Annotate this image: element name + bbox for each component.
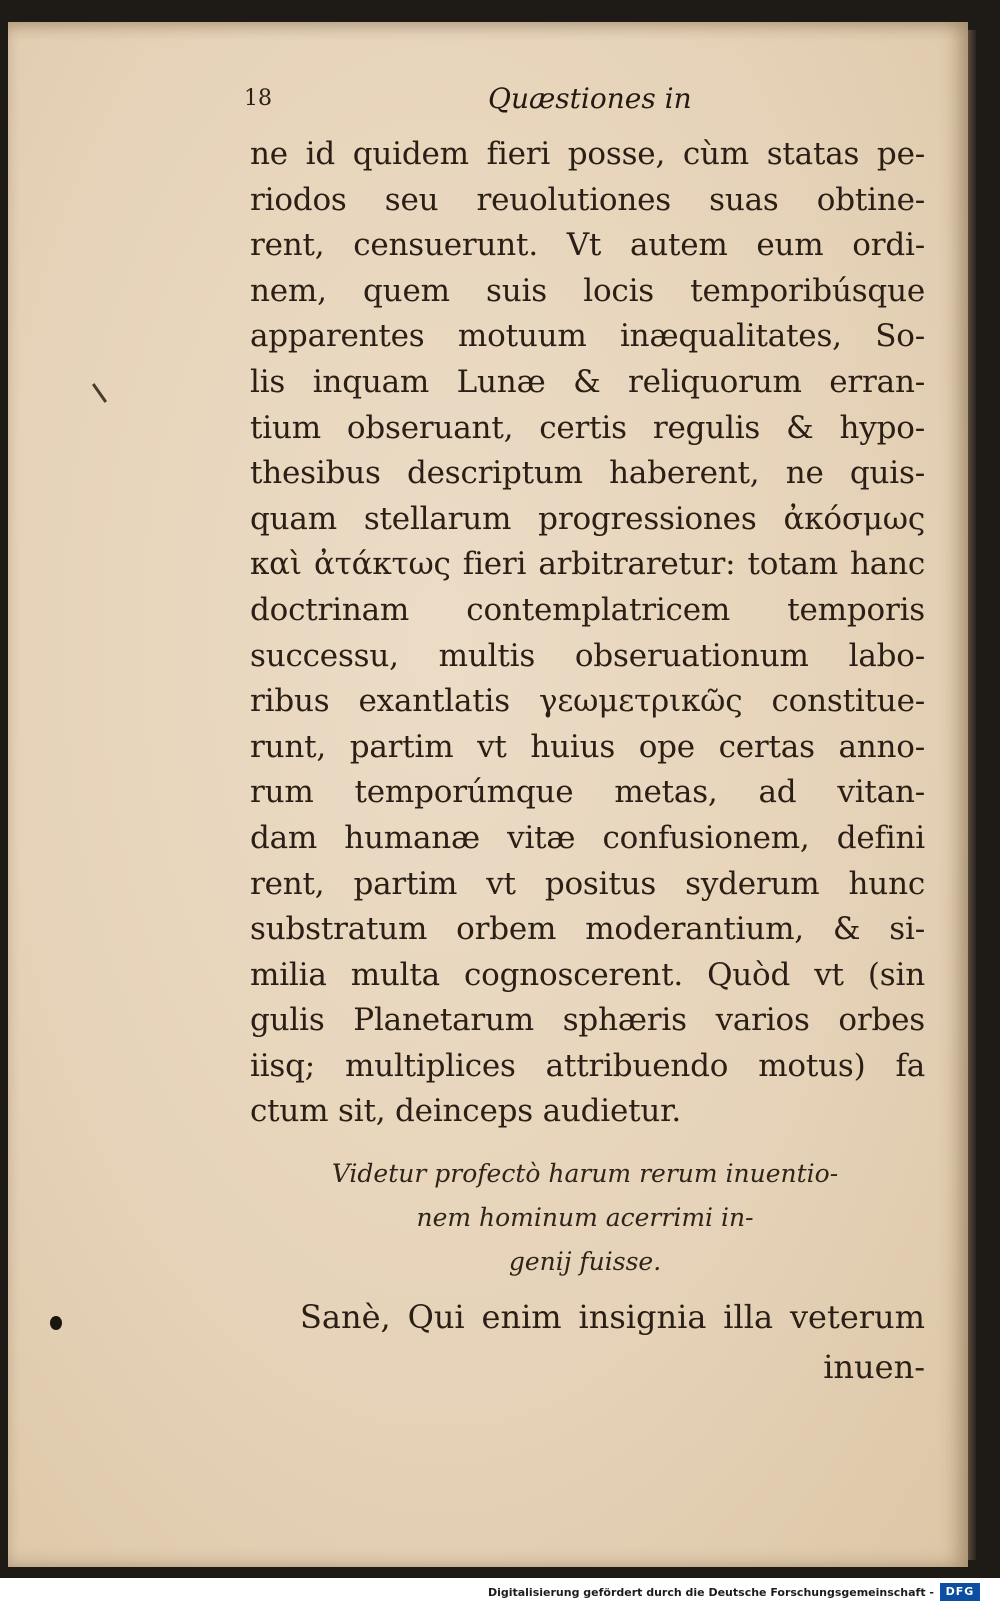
text-line: ribus exantlatis γεωμετρικῶς constitue- bbox=[250, 683, 925, 720]
text-line: nem, quem suis locis temporibúsque bbox=[250, 272, 925, 309]
text-line: dam humanæ vitæ confusionem, defini bbox=[250, 819, 925, 856]
digitization-footer bbox=[0, 1578, 1000, 1607]
text-line: ne id quidem fieri posse, cùm statas pe- bbox=[250, 136, 925, 172]
ink-blot bbox=[50, 1316, 62, 1330]
text-line: milia multa cognoscerent. Quòd vt (sin bbox=[250, 956, 925, 993]
text-line: runt, partim vt huius ope certas anno- bbox=[250, 728, 925, 765]
text-line: successu, multis obseruationum labo- bbox=[250, 637, 925, 674]
question-heading bbox=[290, 1152, 880, 1284]
text-line: thesibus descriptum haberent, ne quis- bbox=[250, 455, 925, 492]
text-line: rent, censuerunt. Vt autem eum ordi- bbox=[250, 227, 925, 264]
funding-credit: Digitalisierung gefördert durch die Deutsche Forschungsgemeinschaft - bbox=[487, 1586, 934, 1599]
text-line: iisq; multiplices attribuendo motus) fa bbox=[250, 1047, 925, 1084]
text-line: rent, partim vt positus syderum hunc bbox=[250, 865, 925, 902]
text-line: καὶ ἀτάκτως fieri arbitraretur: totam hanc bbox=[250, 546, 925, 583]
dfg-logo: DFG bbox=[940, 1583, 980, 1601]
text-line: Sanè, Qui enim insignia illa veterum bbox=[300, 1298, 925, 1336]
text-line: riodos seu reuolutiones suas obtine- bbox=[250, 181, 925, 218]
running-head bbox=[244, 82, 924, 122]
main-paragraph bbox=[250, 132, 925, 1135]
page-number: 18 bbox=[244, 86, 272, 111]
text-line: quam stellarum progressiones ἀκόσμως bbox=[250, 500, 925, 537]
text-line: genij fuisse. bbox=[508, 1247, 662, 1276]
text-line: nem hominum acerrimi in- bbox=[416, 1203, 754, 1232]
answer-paragraph bbox=[300, 1292, 925, 1392]
text-line: substratum orbem moderantium, & si- bbox=[250, 911, 925, 948]
text-line: ctum sit, deinceps audietur. bbox=[250, 1093, 682, 1130]
text-line: apparentes motuum inæqualitates, So- bbox=[250, 318, 925, 355]
text-line: doctrinam contemplatricem temporis bbox=[250, 591, 925, 628]
text-line: tium obseruant, certis regulis & hypo- bbox=[250, 409, 925, 446]
running-title: Quæstiones in bbox=[488, 82, 692, 115]
text-line: Videtur profectò harum rerum inuentio- bbox=[331, 1159, 839, 1188]
text-line: inuen- bbox=[823, 1348, 925, 1386]
text-line: lis inquam Lunæ & reliquorum erran- bbox=[250, 363, 925, 400]
text-line: rum temporúmque metas, ad vitan- bbox=[250, 774, 925, 811]
text-line: gulis Planetarum sphæris varios orbes bbox=[250, 1002, 925, 1039]
